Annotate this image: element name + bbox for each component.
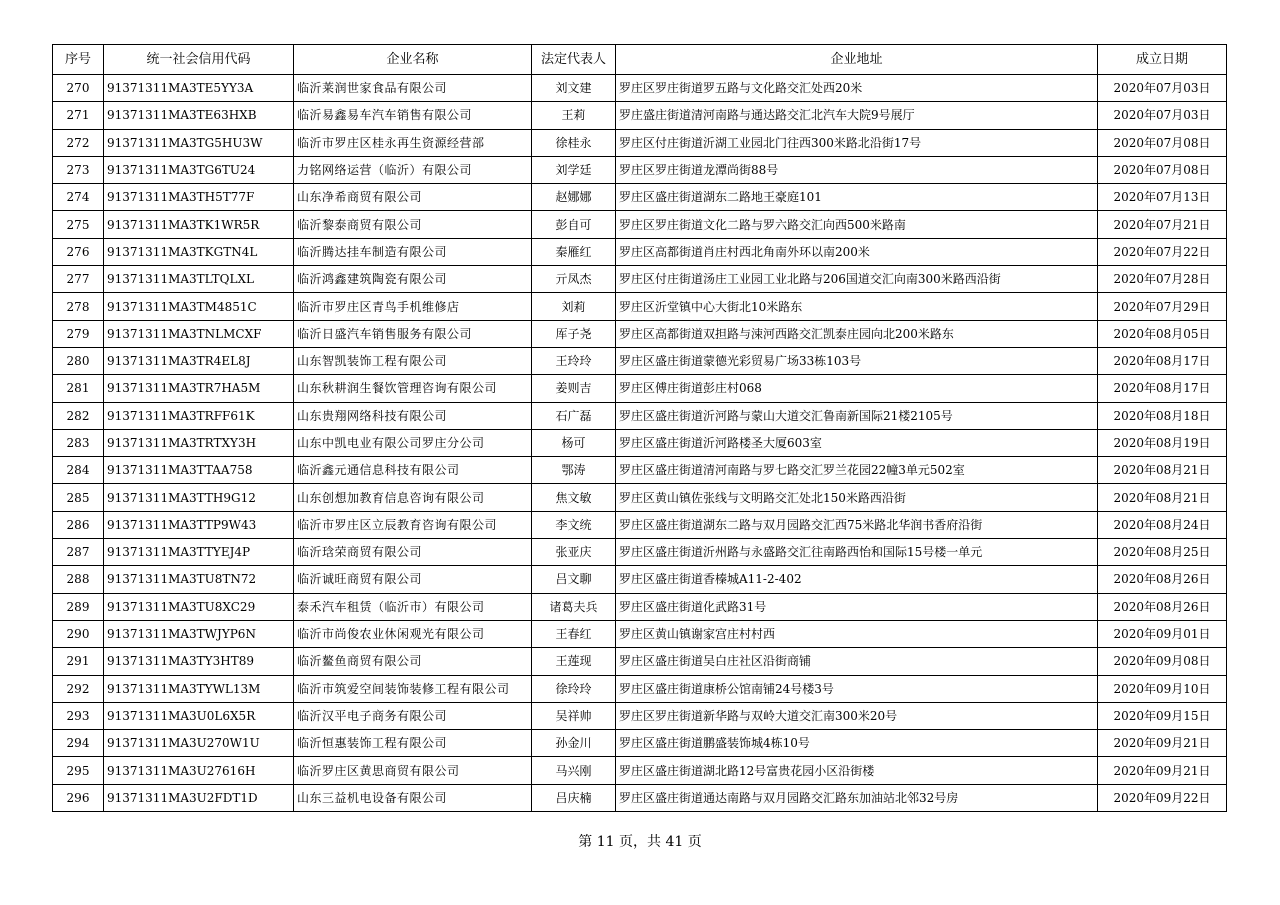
table-row (53, 429, 1227, 456)
table-row (53, 784, 1227, 811)
cell-index: 295 (53, 757, 104, 784)
cell-index: 278 (53, 293, 104, 320)
cell-address: 罗庄区盛庄街道鹏盛装饰城4栋10号 (616, 730, 1098, 757)
cell-legal-rep: 姜则吉 (532, 375, 616, 402)
cell-founded-date: 2020年07月08日 (1098, 129, 1227, 156)
cell-index: 271 (53, 102, 104, 129)
cell-founded-date: 2020年09月01日 (1098, 620, 1227, 647)
cell-address: 罗庄区盛庄街道湖北路12号富贵花园小区沿街楼 (616, 757, 1098, 784)
cell-founded-date: 2020年09月22日 (1098, 784, 1227, 811)
cell-index: 283 (53, 429, 104, 456)
cell-address: 罗庄盛庄街道清河南路与通达路交汇北汽车大院9号展厅 (616, 102, 1098, 129)
table-row (53, 375, 1227, 402)
cell-founded-date: 2020年07月21日 (1098, 211, 1227, 238)
cell-address: 罗庄区黄山镇佐张线与文明路交汇处北150米路西沿街 (616, 484, 1098, 511)
cell-company-name: 山东贵翔网络科技有限公司 (294, 402, 532, 429)
cell-legal-rep: 彭自可 (532, 211, 616, 238)
cell-company-name: 临沂市筑爱空间装饰装修工程有限公司 (294, 675, 532, 702)
cell-company-name: 临沂汉平电子商务有限公司 (294, 702, 532, 729)
cell-legal-rep: 王莉 (532, 102, 616, 129)
cell-credit-code: 91371311MA3U27616H (104, 757, 294, 784)
cell-legal-rep: 刘文建 (532, 75, 616, 102)
cell-address: 罗庄区罗庄街道龙潭尚街88号 (616, 156, 1098, 183)
cell-company-name: 临沂腾达挂车制造有限公司 (294, 238, 532, 265)
cell-legal-rep: 吴祥帅 (532, 702, 616, 729)
cell-address: 罗庄区盛庄街道康桥公馆南铺24号楼3号 (616, 675, 1098, 702)
cell-credit-code: 91371311MA3TTP9W43 (104, 511, 294, 538)
cell-credit-code: 91371311MA3TM4851C (104, 293, 294, 320)
cell-index: 281 (53, 375, 104, 402)
cell-legal-rep: 张亚庆 (532, 539, 616, 566)
cell-credit-code: 91371311MA3TK1WR5R (104, 211, 294, 238)
cell-founded-date: 2020年07月13日 (1098, 184, 1227, 211)
cell-founded-date: 2020年08月26日 (1098, 593, 1227, 620)
table-row (53, 293, 1227, 320)
cell-legal-rep: 厍子尧 (532, 320, 616, 347)
enterprise-table (52, 44, 1227, 812)
cell-index: 293 (53, 702, 104, 729)
cell-credit-code: 91371311MA3TU8TN72 (104, 566, 294, 593)
cell-index: 274 (53, 184, 104, 211)
cell-founded-date: 2020年08月18日 (1098, 402, 1227, 429)
cell-company-name: 临沂市尚俊农业休闲观光有限公司 (294, 620, 532, 647)
cell-address: 罗庄区高都街道肖庄村西北角南外环以南200米 (616, 238, 1098, 265)
cell-index: 288 (53, 566, 104, 593)
cell-legal-rep: 王春红 (532, 620, 616, 647)
cell-company-name: 山东秋耕润生餐饮管理咨询有限公司 (294, 375, 532, 402)
cell-index: 275 (53, 211, 104, 238)
cell-address: 罗庄区盛庄街道沂河路楼圣大厦603室 (616, 429, 1098, 456)
cell-founded-date: 2020年09月15日 (1098, 702, 1227, 729)
table-row (53, 402, 1227, 429)
table-row (53, 484, 1227, 511)
cell-founded-date: 2020年07月03日 (1098, 102, 1227, 129)
table-row (53, 648, 1227, 675)
cell-credit-code: 91371311MA3TG5HU3W (104, 129, 294, 156)
cell-legal-rep: 马兴刚 (532, 757, 616, 784)
cell-index: 273 (53, 156, 104, 183)
cell-founded-date: 2020年07月29日 (1098, 293, 1227, 320)
cell-credit-code: 91371311MA3TTYEJ4P (104, 539, 294, 566)
cell-company-name: 临沂鳌鱼商贸有限公司 (294, 648, 532, 675)
cell-founded-date: 2020年08月17日 (1098, 375, 1227, 402)
cell-founded-date: 2020年09月21日 (1098, 730, 1227, 757)
cell-legal-rep: 秦雁红 (532, 238, 616, 265)
cell-credit-code: 91371311MA3TH5T77F (104, 184, 294, 211)
cell-credit-code: 91371311MA3TWJYP6N (104, 620, 294, 647)
cell-founded-date: 2020年08月05日 (1098, 320, 1227, 347)
cell-index: 294 (53, 730, 104, 757)
table-row (53, 730, 1227, 757)
cell-founded-date: 2020年09月10日 (1098, 675, 1227, 702)
table-row (53, 593, 1227, 620)
cell-credit-code: 91371311MA3TTH9G12 (104, 484, 294, 511)
cell-company-name: 临沂日盛汽车销售服务有限公司 (294, 320, 532, 347)
cell-credit-code: 91371311MA3TR4EL8J (104, 347, 294, 374)
cell-legal-rep: 刘学廷 (532, 156, 616, 183)
table-row (53, 320, 1227, 347)
cell-company-name: 临沂市罗庄区桂永再生资源经营部 (294, 129, 532, 156)
cell-address: 罗庄区盛庄街道沂河路与蒙山大道交汇鲁南新国际21楼2105号 (616, 402, 1098, 429)
table-row (53, 511, 1227, 538)
cell-credit-code: 91371311MA3U2FDT1D (104, 784, 294, 811)
cell-index: 280 (53, 347, 104, 374)
cell-address: 罗庄区盛庄街道蒙德光彩贸易广场33栋103号 (616, 347, 1098, 374)
cell-company-name: 力铭网络运营（临沂）有限公司 (294, 156, 532, 183)
table-row (53, 211, 1227, 238)
cell-company-name: 临沂市罗庄区立辰教育咨询有限公司 (294, 511, 532, 538)
cell-index: 277 (53, 266, 104, 293)
cell-credit-code: 91371311MA3TY3HT89 (104, 648, 294, 675)
cell-legal-rep: 王玲玲 (532, 347, 616, 374)
cell-company-name: 临沂鸿鑫建筑陶瓷有限公司 (294, 266, 532, 293)
header-address: 企业地址 (616, 45, 1098, 75)
cell-credit-code: 91371311MA3TLTQLXL (104, 266, 294, 293)
cell-company-name: 山东净希商贸有限公司 (294, 184, 532, 211)
cell-founded-date: 2020年09月21日 (1098, 757, 1227, 784)
cell-company-name: 临沂易鑫易车汽车销售有限公司 (294, 102, 532, 129)
cell-founded-date: 2020年07月03日 (1098, 75, 1227, 102)
table-row (53, 266, 1227, 293)
cell-credit-code: 91371311MA3TE63HXB (104, 102, 294, 129)
cell-legal-rep: 徐玲玲 (532, 675, 616, 702)
table-row (53, 184, 1227, 211)
table-row (53, 757, 1227, 784)
cell-credit-code: 91371311MA3TKGTN4L (104, 238, 294, 265)
cell-index: 270 (53, 75, 104, 102)
cell-company-name: 临沂恒惠装饰工程有限公司 (294, 730, 532, 757)
table-row (53, 129, 1227, 156)
cell-legal-rep: 诸葛夫兵 (532, 593, 616, 620)
cell-address: 罗庄区罗庄街道新华路与双岭大道交汇南300米20号 (616, 702, 1098, 729)
table-row (53, 620, 1227, 647)
cell-company-name: 临沂莱润世家食品有限公司 (294, 75, 532, 102)
cell-address: 罗庄区盛庄街道吴白庄社区沿街商铺 (616, 648, 1098, 675)
cell-founded-date: 2020年07月08日 (1098, 156, 1227, 183)
cell-company-name: 临沂市罗庄区青鸟手机维修店 (294, 293, 532, 320)
cell-company-name: 临沂鑫元通信息科技有限公司 (294, 457, 532, 484)
table-row (53, 539, 1227, 566)
table-row (53, 75, 1227, 102)
table-body (53, 75, 1227, 812)
header-company-name: 企业名称 (294, 45, 532, 75)
cell-address: 罗庄区盛庄街道化武路31号 (616, 593, 1098, 620)
cell-index: 285 (53, 484, 104, 511)
cell-legal-rep: 徐桂永 (532, 129, 616, 156)
cell-legal-rep: 吕文聊 (532, 566, 616, 593)
cell-index: 290 (53, 620, 104, 647)
cell-company-name: 临沂琀荣商贸有限公司 (294, 539, 532, 566)
cell-legal-rep: 杨可 (532, 429, 616, 456)
cell-company-name: 临沂诚旺商贸有限公司 (294, 566, 532, 593)
cell-credit-code: 91371311MA3TG6TU24 (104, 156, 294, 183)
cell-credit-code: 91371311MA3TTAA758 (104, 457, 294, 484)
table-row (53, 156, 1227, 183)
table-row (53, 702, 1227, 729)
cell-address: 罗庄区罗庄街道文化二路与罗六路交汇向西500米路南 (616, 211, 1098, 238)
header-credit-code: 统一社会信用代码 (104, 45, 294, 75)
cell-address: 罗庄区盛庄街道沂州路与永盛路交汇往南路西怡和国际15号楼一单元 (616, 539, 1098, 566)
header-row (53, 45, 1227, 75)
table-row (53, 238, 1227, 265)
cell-credit-code: 91371311MA3TNLMCXF (104, 320, 294, 347)
cell-founded-date: 2020年08月19日 (1098, 429, 1227, 456)
cell-founded-date: 2020年09月08日 (1098, 648, 1227, 675)
cell-founded-date: 2020年07月28日 (1098, 266, 1227, 293)
cell-index: 282 (53, 402, 104, 429)
cell-index: 276 (53, 238, 104, 265)
cell-company-name: 临沂黎泰商贸有限公司 (294, 211, 532, 238)
cell-credit-code: 91371311MA3U270W1U (104, 730, 294, 757)
cell-index: 272 (53, 129, 104, 156)
cell-credit-code: 91371311MA3TE5YY3A (104, 75, 294, 102)
cell-address: 罗庄区盛庄街道湖东二路与双月园路交汇西75米路北华润书香府沿街 (616, 511, 1098, 538)
cell-founded-date: 2020年08月25日 (1098, 539, 1227, 566)
cell-address: 罗庄区傅庄街道彭庄村068 (616, 375, 1098, 402)
cell-credit-code: 91371311MA3TRTXY3H (104, 429, 294, 456)
cell-legal-rep: 王莲现 (532, 648, 616, 675)
cell-credit-code: 91371311MA3TR7HA5M (104, 375, 294, 402)
cell-credit-code: 91371311MA3TRFF61K (104, 402, 294, 429)
header-legal-rep: 法定代表人 (532, 45, 616, 75)
cell-index: 287 (53, 539, 104, 566)
cell-address: 罗庄区罗庄街道罗五路与文化路交汇处西20米 (616, 75, 1098, 102)
cell-address: 罗庄区付庄街道汤庄工业园工业北路与206国道交汇向南300米路西沿街 (616, 266, 1098, 293)
cell-founded-date: 2020年08月26日 (1098, 566, 1227, 593)
header-founded-date: 成立日期 (1098, 45, 1227, 75)
cell-legal-rep: 赵娜娜 (532, 184, 616, 211)
cell-legal-rep: 孙金川 (532, 730, 616, 757)
cell-founded-date: 2020年08月21日 (1098, 457, 1227, 484)
cell-company-name: 山东三益机电设备有限公司 (294, 784, 532, 811)
cell-company-name: 山东创想加教育信息咨询有限公司 (294, 484, 532, 511)
cell-index: 286 (53, 511, 104, 538)
cell-index: 296 (53, 784, 104, 811)
cell-index: 292 (53, 675, 104, 702)
table-row (53, 102, 1227, 129)
cell-company-name: 泰禾汽车租赁（临沂市）有限公司 (294, 593, 532, 620)
cell-company-name: 山东智凯装饰工程有限公司 (294, 347, 532, 374)
cell-founded-date: 2020年08月24日 (1098, 511, 1227, 538)
cell-index: 279 (53, 320, 104, 347)
cell-legal-rep: 石广磊 (532, 402, 616, 429)
cell-legal-rep: 李文统 (532, 511, 616, 538)
page-footer: 第 11 页，共 41 页 (578, 834, 702, 850)
cell-company-name: 临沂罗庄区黄思商贸有限公司 (294, 757, 532, 784)
cell-index: 291 (53, 648, 104, 675)
cell-credit-code: 91371311MA3TU8XC29 (104, 593, 294, 620)
cell-founded-date: 2020年08月21日 (1098, 484, 1227, 511)
cell-index: 284 (53, 457, 104, 484)
cell-legal-rep: 亓凤杰 (532, 266, 616, 293)
cell-legal-rep: 刘莉 (532, 293, 616, 320)
cell-address: 罗庄区盛庄街道通达南路与双月园路交汇路东加油站北邻32号房 (616, 784, 1098, 811)
cell-company-name: 山东中凯电业有限公司罗庄分公司 (294, 429, 532, 456)
cell-legal-rep: 吕庆楠 (532, 784, 616, 811)
cell-founded-date: 2020年08月17日 (1098, 347, 1227, 374)
cell-legal-rep: 焦文敏 (532, 484, 616, 511)
table-row (53, 457, 1227, 484)
cell-credit-code: 91371311MA3U0L6X5R (104, 702, 294, 729)
cell-credit-code: 91371311MA3TYWL13M (104, 675, 294, 702)
table-row (53, 675, 1227, 702)
cell-index: 289 (53, 593, 104, 620)
cell-address: 罗庄区黄山镇谢家宫庄村村西 (616, 620, 1098, 647)
cell-legal-rep: 鄂涛 (532, 457, 616, 484)
cell-address: 罗庄区盛庄街道湖东二路地王豪庭101 (616, 184, 1098, 211)
cell-address: 罗庄区沂堂镇中心大街北10米路东 (616, 293, 1098, 320)
table-row (53, 566, 1227, 593)
header-index: 序号 (53, 45, 104, 75)
cell-address: 罗庄区付庄街道沂湖工业园北门往西300米路北沿街17号 (616, 129, 1098, 156)
cell-address: 罗庄区高都街道双担路与涑河西路交汇凯泰庄园向北200米路东 (616, 320, 1098, 347)
cell-address: 罗庄区盛庄街道清河南路与罗七路交汇罗兰花园22幢3单元502室 (616, 457, 1098, 484)
table-row (53, 347, 1227, 374)
cell-address: 罗庄区盛庄街道香榛城A11-2-402 (616, 566, 1098, 593)
cell-founded-date: 2020年07月22日 (1098, 238, 1227, 265)
